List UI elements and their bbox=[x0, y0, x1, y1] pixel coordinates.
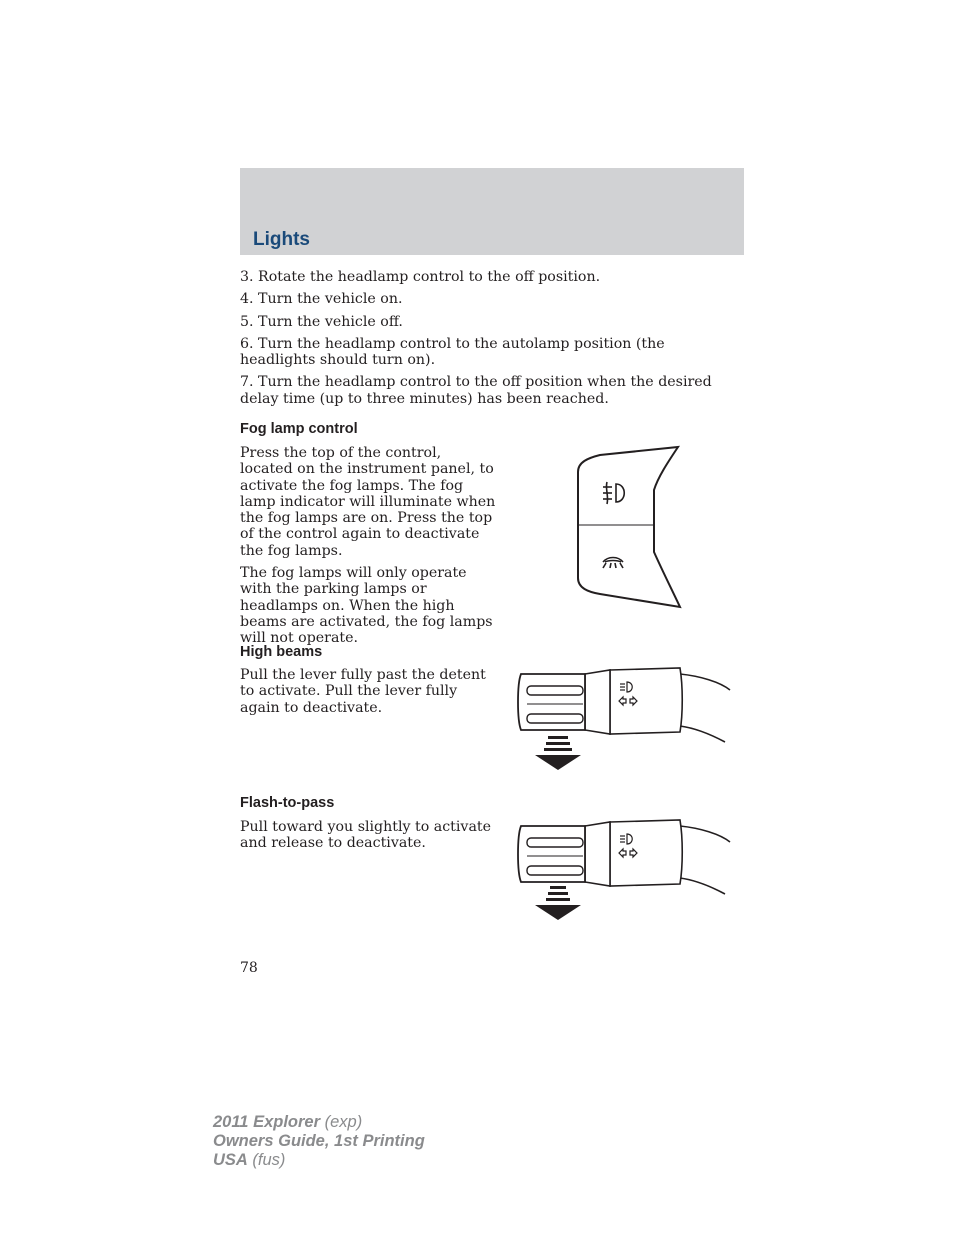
lever-stalk bbox=[680, 826, 730, 894]
footer-market: USA bbox=[213, 1151, 248, 1169]
footer-model-code: (exp) bbox=[320, 1113, 363, 1131]
lever-stalk bbox=[680, 674, 730, 742]
section-header-band bbox=[240, 168, 744, 255]
step-5: 5. Turn the vehicle off. bbox=[240, 313, 403, 330]
page-number: 78 bbox=[240, 960, 258, 976]
lever-body bbox=[610, 820, 682, 886]
pull-arrow-icon bbox=[535, 886, 581, 920]
pull-arrow-icon bbox=[535, 736, 581, 770]
footer-edition-info bbox=[213, 1113, 425, 1170]
high-beams-text: Pull the lever fully past the detent to activate. Pull the lever fully again to deactivate. bbox=[240, 667, 486, 716]
fog-lamp-para-2: The fog lamps will only operate with the parking lamps or headlamps on. When the high beams are activated, the fog lamps will not operate. bbox=[240, 565, 493, 647]
flash-to-pass-lever-illustration bbox=[515, 818, 735, 926]
fog-lamp-para-1: Press the top of the control, located on the instrument panel, to activate the fog lamps. The fog lamp indicator will illuminate when the fog lamps are on. Press the top of the control again to deactivate the fog lamps. bbox=[240, 445, 496, 559]
step-6: 6. Turn the headlamp control to the autolamp position (the headlights should turn on). bbox=[240, 335, 665, 369]
high-beams-heading: High beams bbox=[240, 644, 323, 660]
fog-lamp-text bbox=[240, 445, 496, 647]
footer-model: 2011 Explorer bbox=[213, 1113, 321, 1131]
fog-lamp-control-illustration bbox=[570, 442, 690, 612]
flash-to-pass-text: Pull toward you slightly to activate and release to deactivate. bbox=[240, 819, 491, 852]
lever-collar bbox=[585, 822, 610, 886]
high-beams-lever-illustration bbox=[515, 666, 735, 774]
steps-list bbox=[240, 269, 740, 407]
fog-control-housing bbox=[578, 447, 680, 607]
flash-to-pass-heading: Flash-to-pass bbox=[240, 795, 335, 811]
lever-body bbox=[610, 668, 682, 734]
footer-printing: Owners Guide, 1st Printing bbox=[213, 1132, 425, 1150]
step-7: 7. Turn the headlamp control to the off position when the desired delay time (up to three minutes) has been reached. bbox=[240, 374, 712, 407]
section-title: Lights bbox=[253, 229, 310, 250]
step-4: 4. Turn the vehicle on. bbox=[240, 291, 403, 308]
step-3: 3. Rotate the headlamp control to the off position. bbox=[240, 269, 601, 285]
fog-lamp-heading: Fog lamp control bbox=[240, 421, 358, 437]
lever-collar bbox=[585, 670, 610, 734]
footer-market-code: (fus) bbox=[247, 1151, 286, 1169]
